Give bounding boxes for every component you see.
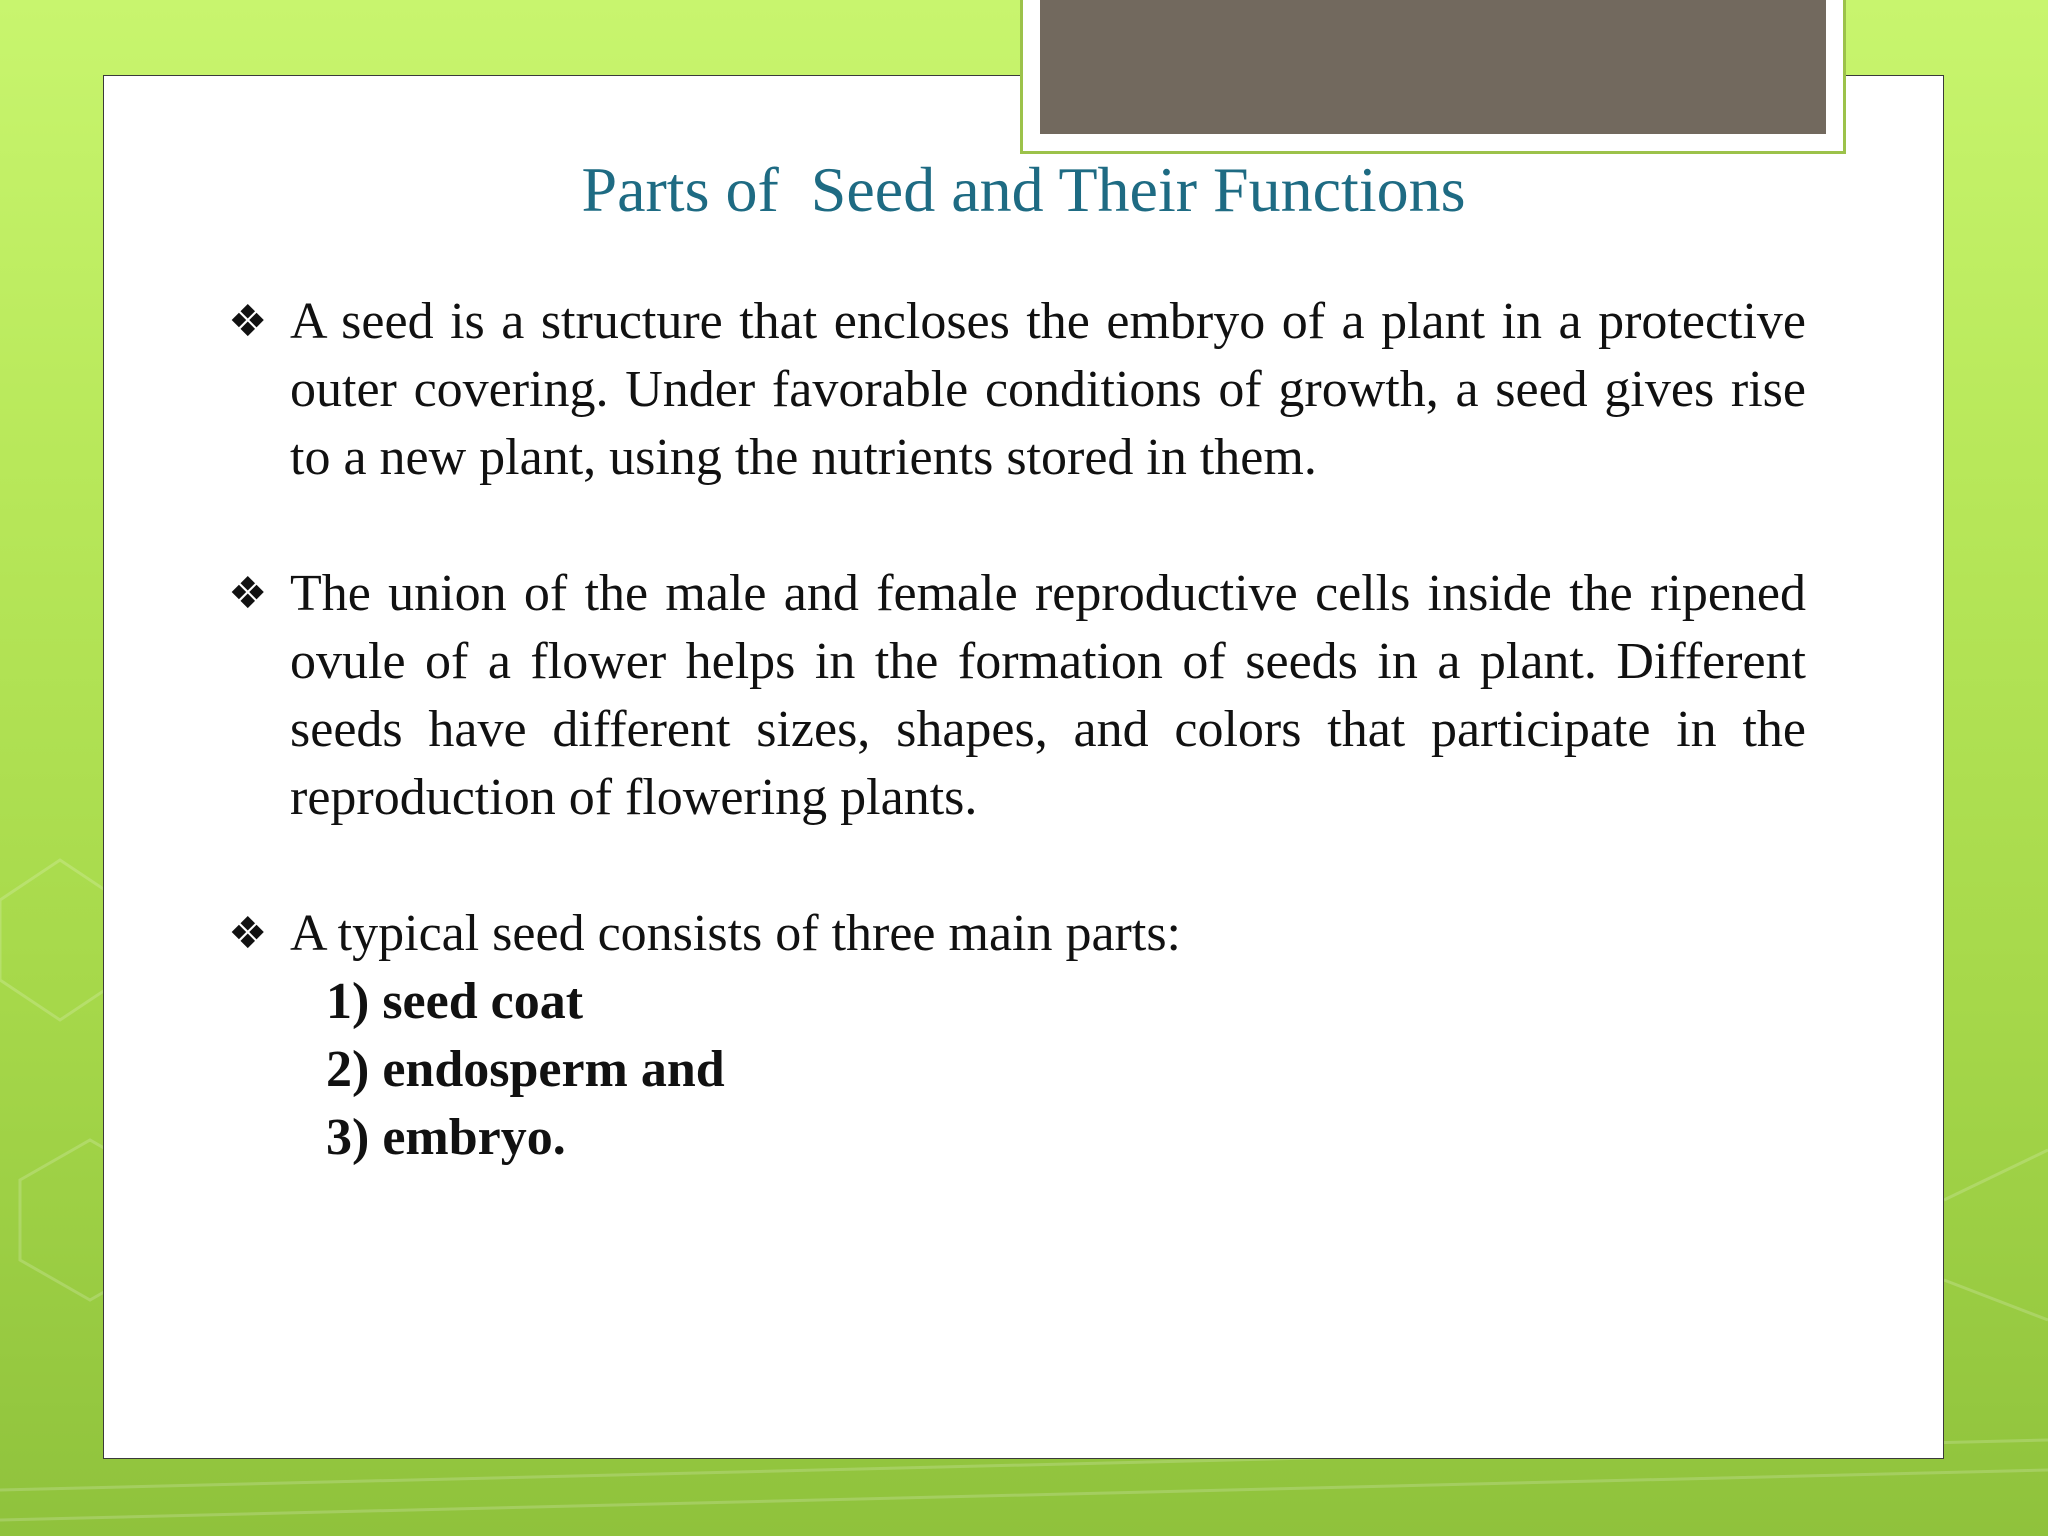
title-tab-block: [1040, 0, 1826, 134]
bullet-item: [228, 560, 1806, 832]
bullet-text: A typical seed consists of three main parts:: [290, 905, 1182, 962]
diamond-bullet-icon: ❖: [228, 908, 268, 959]
diamond-bullet-icon: ❖: [228, 568, 268, 619]
bullet-item: [228, 900, 1806, 968]
list-item: 2) endosperm and: [326, 1041, 725, 1098]
bullet-text: A seed is a structure that encloses the embryo of a plant in a protective outer covering. Under favorable conditions of growth, a seed gives rise to a new plant, using the nutrients stored in them.: [290, 293, 1806, 486]
bullet-item: [228, 288, 1806, 492]
list-item: 3) embryo.: [326, 1109, 566, 1166]
list-item: 1) seed coat: [326, 973, 584, 1030]
diamond-bullet-icon: ❖: [228, 296, 268, 347]
slide-body: [228, 288, 1806, 1172]
seed-parts-list: [228, 968, 1806, 1172]
slide-title: Parts of Seed and Their Functions: [581, 154, 1466, 225]
bullet-text: The union of the male and female reproductive cells inside the ripened ovule of a flower helps in the formation of seeds in a plant. Different seeds have different sizes, shapes, and colors that participate in the reproduction of flowering plants.: [290, 565, 1806, 826]
